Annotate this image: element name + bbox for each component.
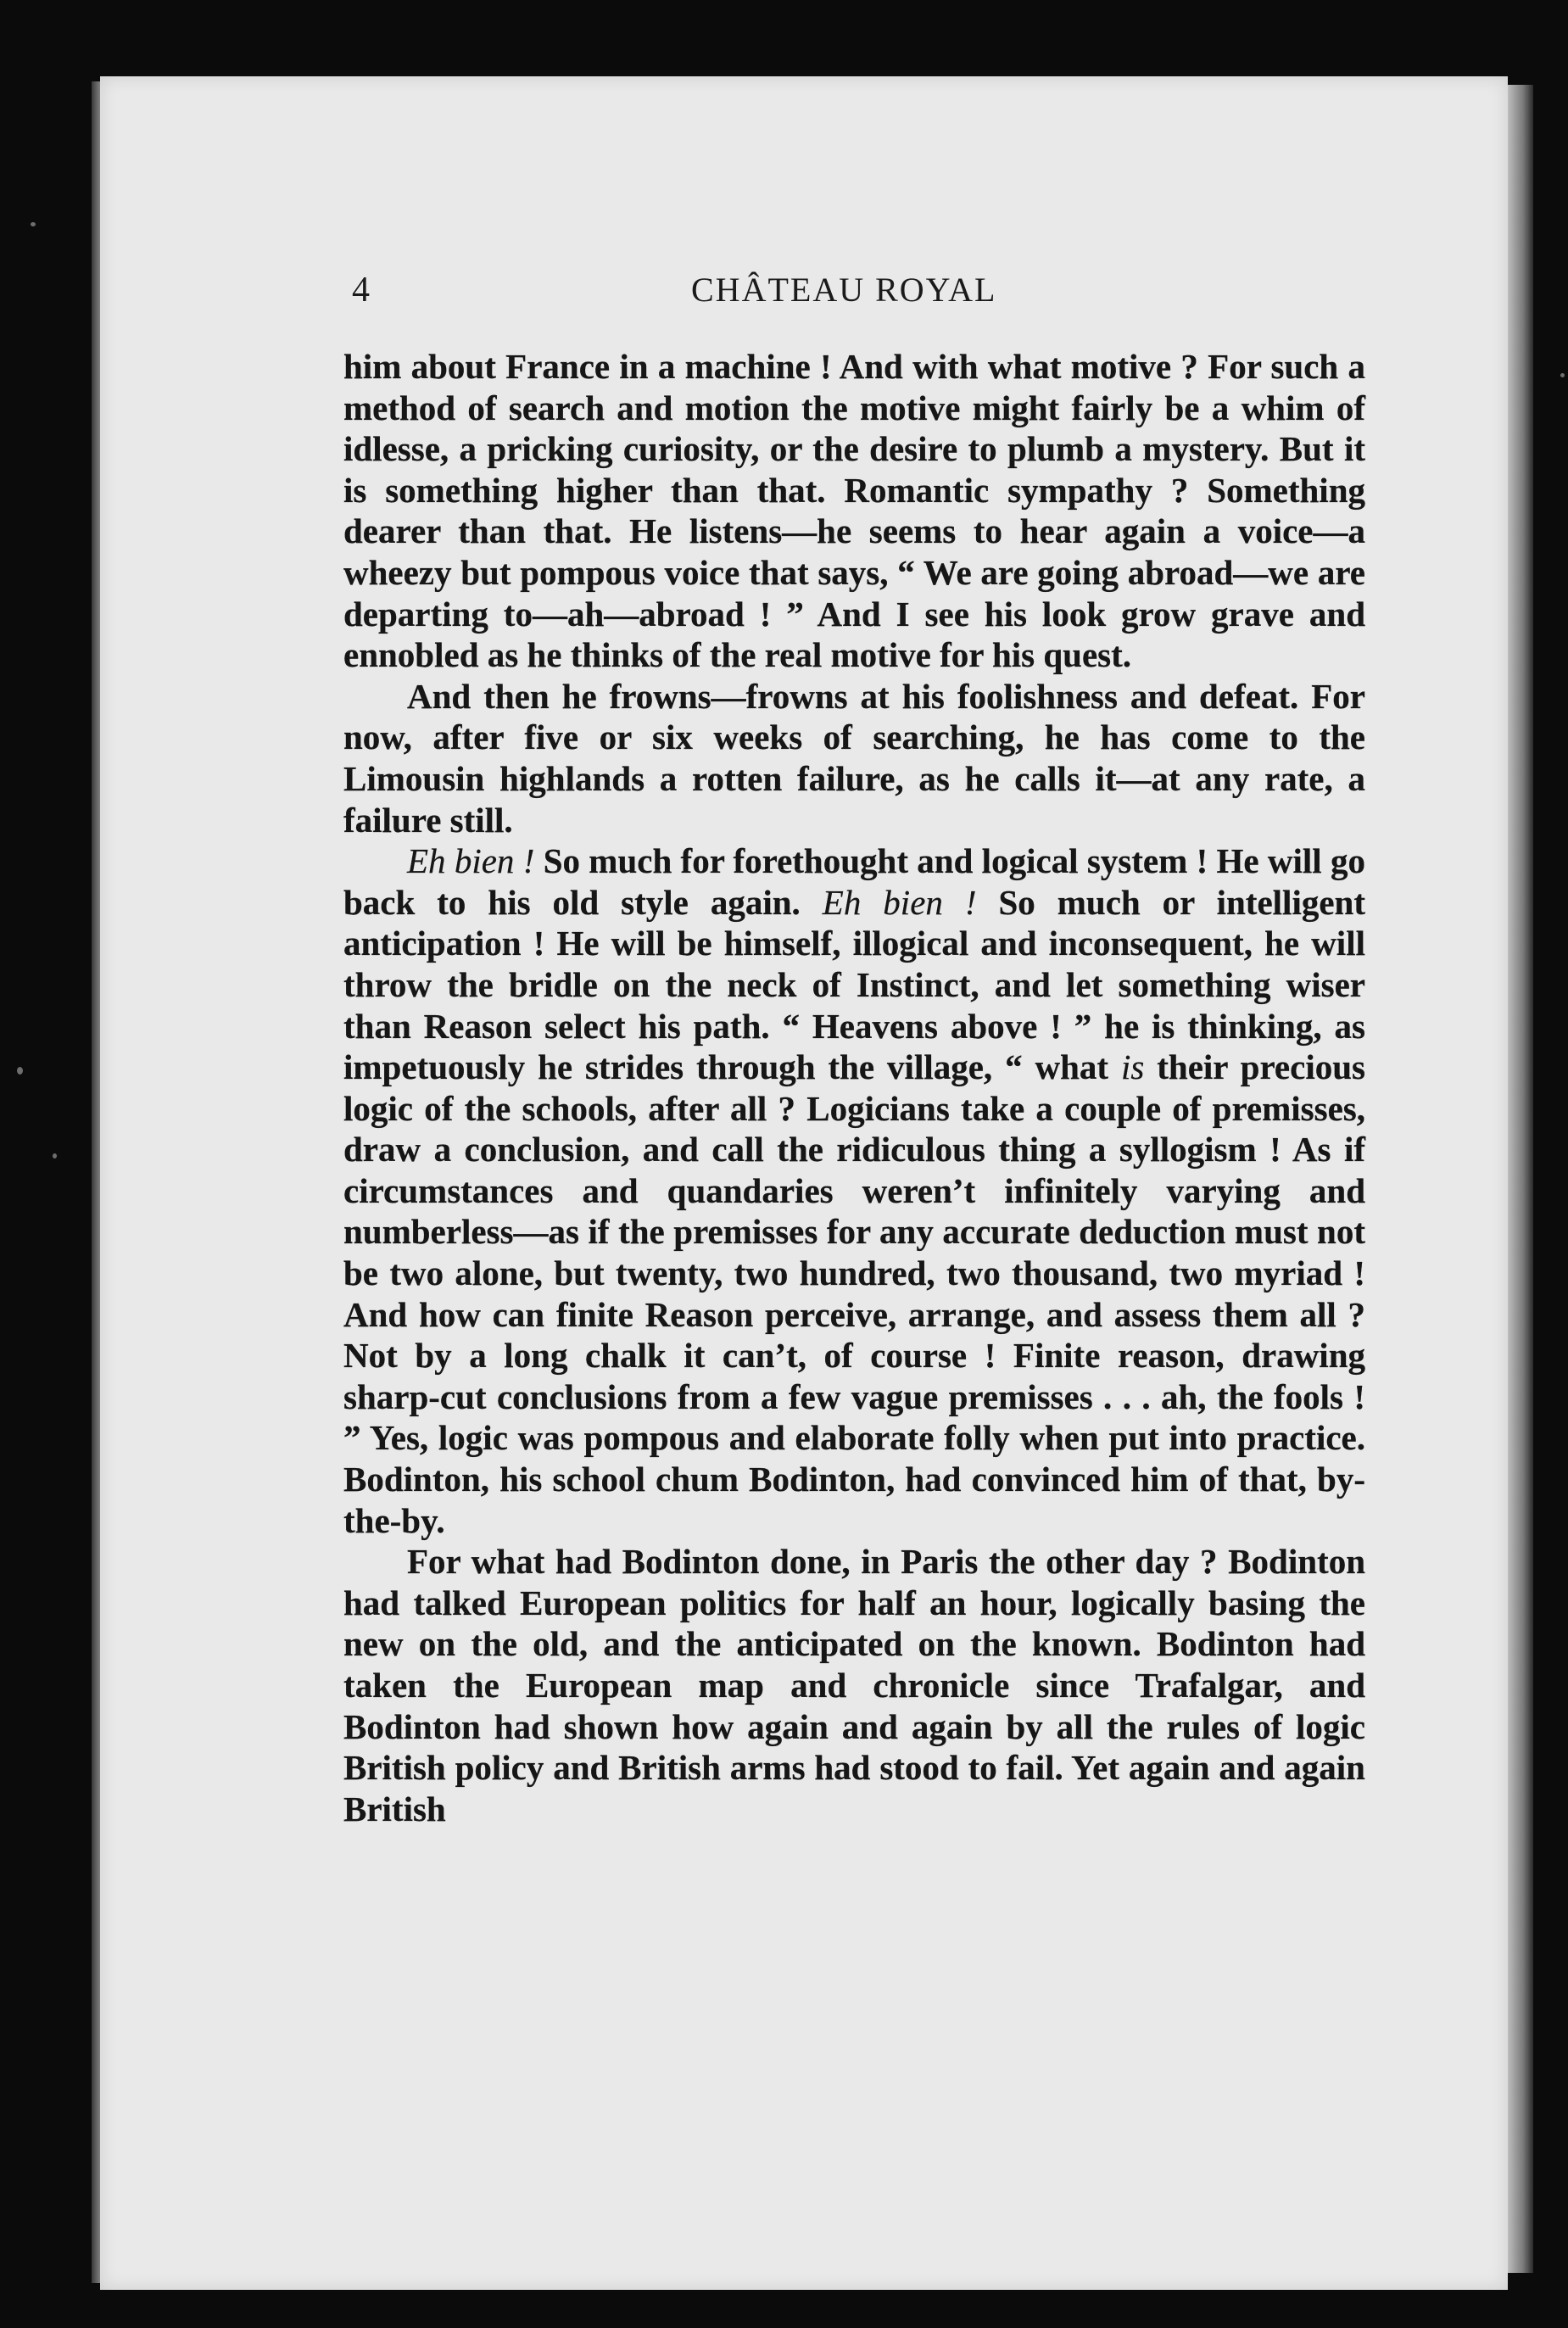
paragraph — [343, 346, 1365, 676]
text-segment: For what had Bodinton done, in Paris the other day ? Bodinton had talked European politics for half an hour, logically basing the new on the old, and the anticipated on the known. Bodinton had taken the European map and chronicle since Trafalgar, and Bodinton had shown how again and again by all the rules of logic British policy and British arms had stood to fail. Yet again and again British — [343, 1542, 1365, 1828]
page-edge-right — [1508, 85, 1533, 2273]
text-segment: So much or intelligent anticipation ! He will be himself, illogical and inconsequent, he will throw the bridle on the neck of Instinct, and let something wiser than Reason select his path. “ Heavens above ! ” he is thinking, as impetuously he strides through the village, “ what — [343, 882, 1365, 1087]
paragraph — [343, 840, 1365, 1541]
page-number: 4 — [352, 271, 371, 310]
body-text — [343, 346, 1365, 1829]
film-speck — [31, 222, 36, 226]
italic-text: is — [1120, 1047, 1145, 1087]
paragraph — [343, 1541, 1365, 1829]
film-speck — [17, 1067, 23, 1075]
italic-text: Eh bien ! — [407, 841, 535, 881]
text-segment: him about France in a machine ! And with what motive ? For such a method of search and motion the motive might fairly be a whim of idlesse, a pricking curiosity, or the desire to plumb a mystery. But it is something higher than that. Romantic sympathy ? Something dearer than that. He listens—he seems to hear again a voice—a wheezy but pompous voice that says, “ We are going abroad—we are departing to—ah—abroad ! ” And I see his look grow grave and ennobled as he thinks of the real motive for his quest. — [343, 347, 1365, 675]
film-speck — [53, 1153, 57, 1158]
italic-text: Eh bien ! — [822, 882, 977, 922]
text-segment: So much for forethought and logical system ! He will go back to his old style again. — [343, 841, 1365, 922]
paragraph — [343, 676, 1365, 840]
running-title: CHÂTEAU ROYAL — [691, 271, 997, 309]
text-segment: their precious logic of the schools, after all ? Logicians take a couple of premisses, draw a conclusion, and call the ridiculous thing a syllogism ! As if circumstances and quandaries weren’t infinitely varying and numberless—as if the premisses for any accurate deduction must not be two alone, but twenty, two hundred, two thousand, two myriad ! And how can finite Reason perceive, arrange, and assess them all ? Not by a long chalk it can’t, of course ! Finite reason, drawing sharp-cut conclusions from a few vague premisses . . . ah, the fools ! ” Yes, logic was pompous and elaborate folly when put into practice. Bodinton, his school chum Bodinton, had convinced him of that, by-the-by. — [343, 1047, 1365, 1540]
page-header — [352, 270, 1370, 321]
text-segment: And then he frowns—frowns at his foolishness and defeat. For now, after five or six weeks of searching, he has come to the Limousin highlands a rotten failure, as he calls it—at any rate, a failure still. — [343, 676, 1365, 840]
film-speck — [1560, 373, 1565, 377]
